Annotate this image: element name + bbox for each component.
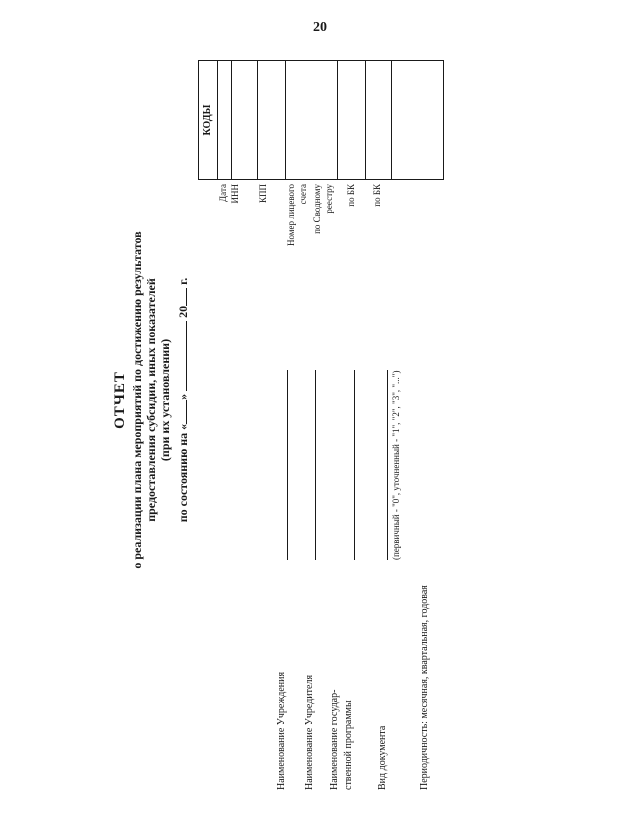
date-day-blank[interactable] xyxy=(186,400,187,424)
code-registry-label-2: реестру xyxy=(324,184,334,214)
report-date-line xyxy=(176,210,190,590)
institution-label: Наименование Учреждения xyxy=(276,671,287,790)
institution-input-line[interactable] xyxy=(287,370,288,560)
code-account-label-2: счета xyxy=(298,184,308,205)
code-bk-label-2: по БК xyxy=(372,184,382,207)
date-month-blank[interactable] xyxy=(186,321,187,391)
codes-row-bk-1[interactable] xyxy=(365,61,366,179)
codes-row-inn[interactable] xyxy=(257,61,258,179)
date-year-prefix: 20 xyxy=(176,305,190,318)
page-number: 20 xyxy=(313,20,327,35)
program-input-line[interactable] xyxy=(354,370,355,560)
doc-type-note: (первичный - "0", уточненный - "1", "2", "3", "...") xyxy=(391,370,401,560)
report-title: ОТЧЕТ xyxy=(112,371,128,429)
codes-row-bk-2[interactable] xyxy=(391,61,392,179)
codes-row-kpp[interactable] xyxy=(285,61,286,179)
codes-row-account[interactable] xyxy=(337,61,338,179)
date-year-blank[interactable] xyxy=(186,288,187,306)
code-bk-label-1: по БК xyxy=(346,184,356,207)
founder-label: Наименование Учредителя xyxy=(304,674,315,790)
program-label-line1: Наименование государ- xyxy=(329,689,340,790)
report-subtitle-3: (при их установлении) xyxy=(158,338,172,462)
code-inn-label: ИНН xyxy=(230,184,240,204)
report-title-block xyxy=(110,210,190,590)
codes-table xyxy=(198,60,444,180)
codes-row-date[interactable] xyxy=(231,61,232,179)
date-suffix: г. xyxy=(176,277,190,285)
report-form xyxy=(90,60,560,800)
code-registry-label-1: по Сводному xyxy=(312,184,322,234)
codes-header: КОДЫ xyxy=(199,61,218,179)
code-kpp-label: КПП xyxy=(258,184,268,204)
date-prefix: по состоянию на « xyxy=(176,423,190,523)
date-mid: » xyxy=(176,393,190,400)
program-label-line2: ственной программы xyxy=(343,700,354,790)
doc-type-input-line[interactable] xyxy=(387,370,388,560)
report-subtitle-1: о реализации плана мероприятий по достижению результатов xyxy=(130,231,144,569)
code-account-label-1: Номер лицевого xyxy=(286,184,296,247)
periodicity-label: Периодичность: месячная, квартальная, годовая xyxy=(419,585,430,790)
founder-input-line[interactable] xyxy=(315,370,316,560)
doc-type-label: Вид документа xyxy=(377,725,388,790)
report-subtitle-2: предоставления субсидии, иных показателей xyxy=(144,278,158,522)
code-date-label: Дата xyxy=(218,184,228,202)
